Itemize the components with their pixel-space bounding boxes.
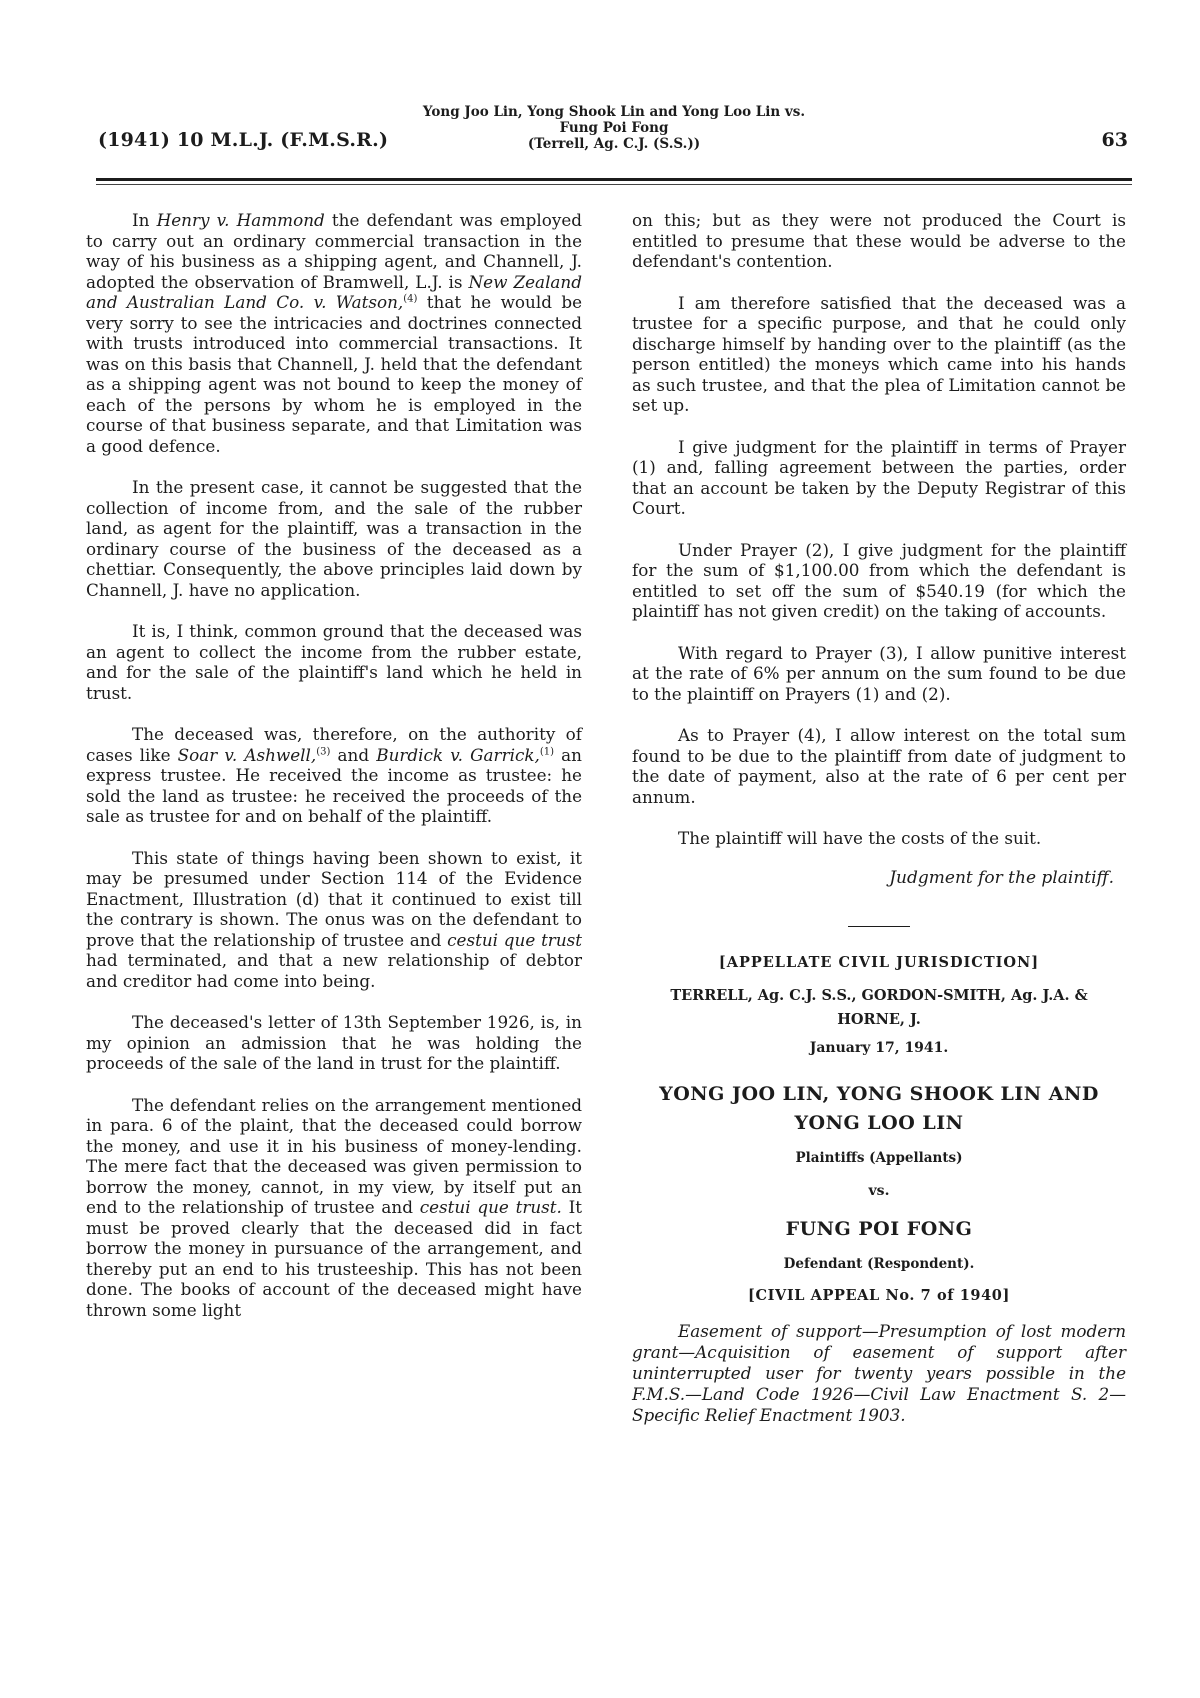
- header-rule-thick: [96, 178, 1132, 181]
- text-run: and: [330, 744, 377, 765]
- defendant-name: FUNG POI FONG: [785, 1218, 973, 1240]
- paragraph: [86, 848, 582, 992]
- text-run: The defendant relies on the arrangement mentioned in para. 6 of the plaint, that the deceased could borrow the money, and use it in his business of money-lending. The mere fact that the deceased was given permission to borrow the money, cannot, in my view, by itself put an end to the relationship of trustee and: [86, 1094, 582, 1217]
- paragraph: I give judgment for the plaintiff in terms of Prayer (1) and, falling agreement between the parties, order that an account be taken by the Deputy Registrar of this Court.: [632, 436, 1126, 518]
- page-number: 63: [1101, 129, 1128, 151]
- paragraph: It is, I think, common ground that the deceased was an agent to collect the income from the rubber estate, and for the sale of the plaintiff's land which he held in trust.: [86, 621, 582, 703]
- running-case-title: [396, 104, 832, 152]
- case-title-line-2: Fung Poi Fong: [559, 120, 669, 136]
- judges-line-1: TERRELL, Ag. C.J. S.S., GORDON-SMITH, Ag. J.A. &: [670, 986, 1088, 1004]
- appeal-number: [CIVIL APPEAL No. 7 of 1940]: [748, 1287, 1010, 1304]
- case-name: New Zealand and Australian Land Co. v. Watson,: [86, 271, 582, 312]
- section-divider: [848, 926, 910, 927]
- judgment-verdict: Judgment for the plaintiff.: [889, 867, 1114, 888]
- defendant-role: Defendant (Respondent).: [783, 1255, 975, 1272]
- text-run: had terminated, and that a new relationship of debtor and creditor had come into being.: [86, 950, 582, 991]
- case-title-line-1: Yong Joo Lin, Yong Shook Lin and Yong Loo Lin vs.: [422, 104, 806, 120]
- right-column: [632, 210, 1126, 1447]
- text-run: The deceased was, therefore, on the authority of cases like: [86, 724, 582, 765]
- case-name: Burdick v. Garrick,: [376, 744, 540, 765]
- plaintiffs-names: [632, 1080, 1126, 1138]
- text-run: the defendant was employed to carry out an ordinary commercial transaction in the way of his business as a shipping agent, and Channell, J. adopted the observation of Bramwell, L.J. is: [86, 210, 582, 292]
- case-name: Soar v. Ashwell,: [177, 744, 317, 765]
- footnote-ref: (3): [316, 745, 331, 757]
- paragraph: [86, 1095, 582, 1321]
- footnote-ref: (1): [539, 745, 555, 757]
- case-name: Henry v. Hammond: [156, 210, 325, 230]
- paragraph: I am therefore satisfied that the deceased was a trustee for a specific purpose, and that he could only discharge himself by handing over to the plaintiff (as the person entitled) the moneys which came into his hands as such trustee, and that the plea of Limitation cannot be set up.: [632, 292, 1126, 415]
- paragraph: on this; but as they were not produced the Court is entitled to presume that these would be adverse to the defendant's contention.: [632, 210, 1126, 271]
- plaintiffs-role: Plaintiffs (Appellants): [795, 1150, 963, 1166]
- left-column: [86, 210, 582, 1341]
- paragraph: The plaintiff will have the costs of the suit.: [678, 828, 1042, 848]
- paragraph: [86, 210, 582, 456]
- catchwords: Easement of support—Presumption of lost modern grant—Acquisition of easement of support after uninterrupted user for twenty years possible in the F.M.S.—Land Code 1926—Civil Law Enactment S. 2—Specific Relief Enactment 1903.: [632, 1320, 1126, 1425]
- text-run: that he would be very sorry to see the intricacies and doctrines connected with trusts introduced into commercial transactions. It was on this basis that Channell, J. held that the defendant as a shipping agent was not bound to keep the money of each of the persons by whom he is employed in the course of that business separate, and that Limitation was a good defence.: [86, 292, 583, 456]
- decision-date: January 17, 1941.: [809, 1039, 949, 1056]
- footnote-ref: (4): [403, 293, 418, 305]
- case-title-line-3: (Terrell, Ag. C.J. (S.S.)): [527, 136, 701, 152]
- latin-term: cestui que trust: [447, 929, 582, 950]
- latin-term: cestui que trust.: [419, 1197, 562, 1217]
- text-run: an express trustee. He received the income as trustee: he sold the land as trustee: he received the proceeds of the sale as trustee for and on behalf of the plaintiff.: [86, 744, 582, 826]
- judges-line: [632, 984, 1126, 1032]
- report-citation: (1941) 10 M.L.J. (F.M.S.R.): [98, 129, 389, 151]
- text-run: It must be proved clearly that the deceased did in fact borrow the money in pursuance of the arrangement, and thereby put an end to his trusteeship. This has not been done. The books of account of the deceased might have thrown some light: [86, 1197, 582, 1320]
- header-rule-thin: [96, 184, 1132, 185]
- running-header: [96, 96, 1132, 178]
- versus-label: vs.: [868, 1182, 890, 1199]
- text-run: In: [132, 210, 157, 230]
- paragraph: Under Prayer (2), I give judgment for the plaintiff for the sum of $1,100.00 from which the defendant is entitled to set off the sum of $540.19 (for which the plaintiff has not given credit) on the taking of accounts.: [632, 539, 1126, 621]
- paragraph: With regard to Prayer (3), I allow punitive interest at the rate of 6% per annum on the sum found to be due to the plaintiff on Prayers (1) and (2).: [632, 642, 1126, 704]
- jurisdiction-heading: [APPELLATE CIVIL JURISDICTION]: [718, 954, 1040, 971]
- paragraph: As to Prayer (4), I allow interest on the total sum found to be due to the plaintiff from date of judgment to the date of payment, also at the rate of 6 per cent per annum.: [632, 725, 1126, 807]
- plaintiffs-line-1: YONG JOO LIN, YONG SHOOK LIN AND: [659, 1083, 1099, 1105]
- paragraph: [86, 724, 582, 827]
- plaintiffs-line-2: YONG LOO LIN: [794, 1112, 964, 1134]
- paragraph: In the present case, it cannot be suggested that the collection of income from, and the sale of the rubber land, as agent for the plaintiff, was a transaction in the ordinary course of the business of the deceased as a chettiar. Consequently, the above principles laid down by Channell, J. have no application.: [86, 477, 582, 600]
- judges-line-2: HORNE, J.: [837, 1010, 921, 1028]
- text-run: This state of things having been shown to exist, it may be presumed under Section 114 of the Evidence Enactment, Illustration (d) that it continued to exist till the contrary is shown. The onus was on the defendant to prove that the relationship of trustee and: [86, 847, 582, 950]
- paragraph: The deceased's letter of 13th September 1926, is, in my opinion an admission that he was holding the proceeds of the sale of the land in trust for the plaintiff.: [86, 1012, 582, 1073]
